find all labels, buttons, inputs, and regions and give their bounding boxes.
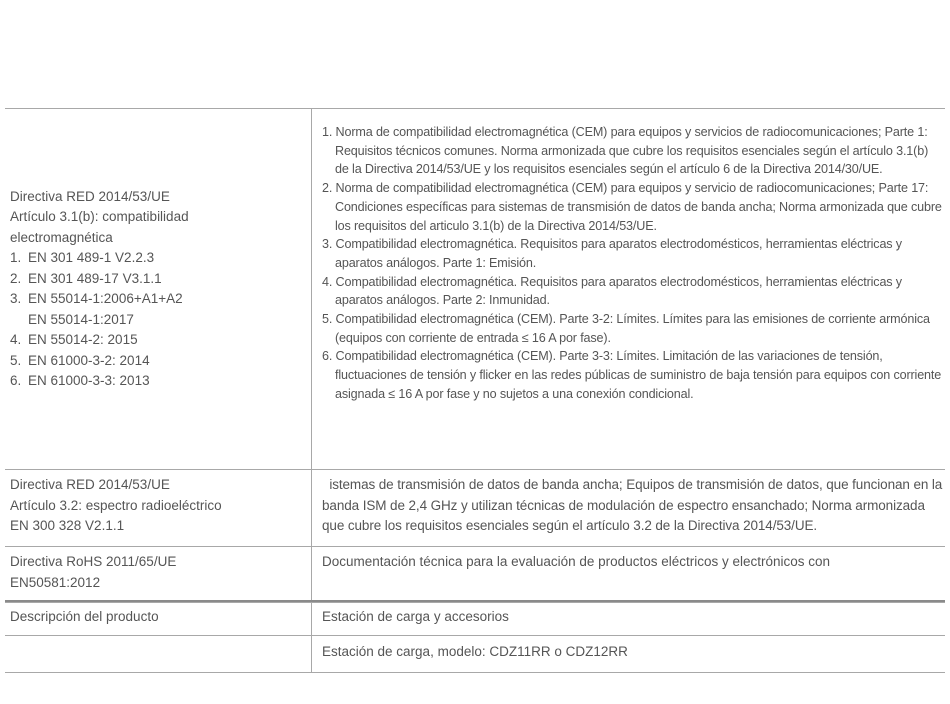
table-row [5, 470, 945, 547]
directive-line: Directiva RED 2014/53/UE [10, 188, 170, 204]
description-item: 3. Compatibilidad electromagnética. Requisitos para aparatos electrodomésticos, herramientas eléctricas y aparatos análogos. Parte 1: Emisión. [322, 237, 902, 270]
description-item: 1. Norma de compatibilidad electromagnética (CEM) para equipos y servicios de radiocomunicaciones; Parte 1: Requisitos técnicos comunes. Norma armonizada que cubre los requisitos esenciales según el artículo 3.1(b) de la Directiva 2014/53/UE y los requisitos esenciales según el artículo 6 de la Directiva 2014/30/UE. [322, 125, 929, 177]
table-row [5, 547, 945, 603]
standard-item: 2. EN 301 489-17 V3.1.1 [10, 270, 162, 286]
standard-item: 1. EN 301 489-1 V2.2.3 [10, 250, 155, 265]
directive-line: Artículo 3.1(b): compatibilidad [10, 209, 189, 224]
standard-item: 3. EN 55014-1:2006+A1+A2 [10, 291, 183, 306]
description-item: 4. Compatibilidad electromagnética. Requisitos para aparatos electrodomésticos, herramientas eléctricas y aparatos análogos. Parte 2: Inmunidad. [322, 274, 902, 308]
directive-line: Directiva RED 2014/53/UE [10, 477, 170, 492]
description-item: 2. Norma de compatibilidad electromagnética (CEM) para equipos y servicio de radiocomunicaciones; Parte 17: Condiciones específicas para sistemas de transmisión de datos de banda ancha; Norma armonizada que cubre los requisitos del articulo 3.1(b) de la Directiva 2014/53/UE. [322, 181, 942, 233]
description-item: 6. Compatibilidad electromagnética (CEM). Parte 3-3: Límites. Limitación de las variaciones de tensión, fluctuaciones de tensión y flicker en las redes públicas de suministro de baja tensión para equipos con corriente asignada ≤ 16 A por fase y no sujetos a una conexión condicional. [322, 349, 942, 401]
directive-line: Directiva RoHS 2011/65/UE [10, 554, 177, 569]
directive-cell [5, 547, 312, 603]
compliance-table [5, 108, 945, 603]
standard-item: 6. EN 61000-3-3: 2013 [10, 373, 150, 388]
product-value: Estación de carga y accesorios [312, 601, 946, 636]
directive-line: EN50581:2012 [10, 574, 101, 590]
directive-cell [5, 470, 312, 547]
directive-cell [5, 109, 312, 470]
product-label: Descripción del producto [5, 601, 312, 636]
description-list [322, 123, 943, 404]
product-label-empty [5, 636, 312, 673]
table-row [5, 601, 945, 636]
table-row [5, 636, 945, 673]
standard-item: EN 55014-1:2017 [28, 311, 134, 327]
directive-line: electromagnética [10, 229, 113, 245]
description-cell: Documentación técnica para la evaluación de productos eléctricos y electrónicos con [312, 547, 946, 603]
description-cell: istemas de transmisión de datos de banda ancha; Equipos de transmisión de datos, que funcionan en la banda ISM de 2,4 GHz y utilizan técnicas de modulación de espectro ensanchado; Norma armonizada que cubre los requisitos esenciales según el artículo 3.2 de la Directiva 2014/53/UE. [312, 470, 946, 547]
table-row [5, 109, 945, 470]
product-value: Estación de carga, modelo: CDZ11RR o CDZ12RR [312, 636, 946, 673]
standard-item: 4. EN 55014-2: 2015 [10, 332, 138, 347]
directive-line: Artículo 3.2: espectro radioeléctrico [10, 497, 222, 513]
standard-item: 5. EN 61000-3-2: 2014 [10, 352, 150, 368]
description-cell [312, 109, 946, 470]
description-item: 5. Compatibilidad electromagnética (CEM). Parte 3-2: Límites. Límites para las emisiones de corriente armónica (equipos con corriente de entrada ≤ 16 A por fase). [322, 312, 930, 345]
product-table [5, 600, 945, 673]
directive-line: EN 300 328 V2.1.1 [10, 518, 125, 533]
